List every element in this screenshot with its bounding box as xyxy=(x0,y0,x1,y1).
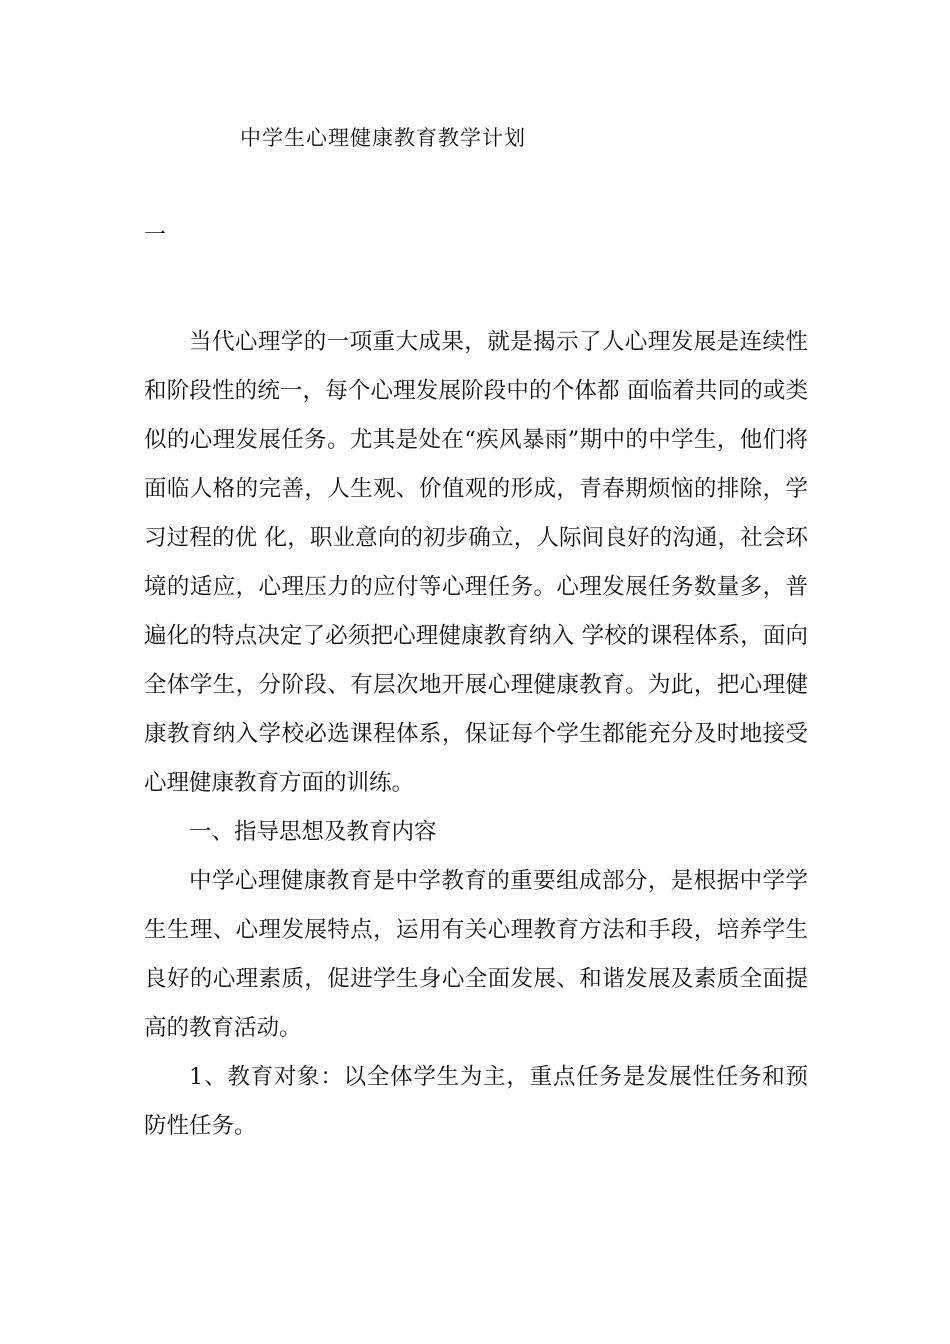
section-heading: 一、指导思想及教育内容 xyxy=(189,819,437,845)
paragraph-education-target: 1、教育对象：以全体学生为主，重点任务是发展性任务和预防性任务。 xyxy=(144,1064,808,1139)
document-title: 中学生心理健康教育教学计划 xyxy=(240,126,526,150)
document-body xyxy=(144,318,808,1151)
paragraph-intro: 当代心理学的一项重大成果，就是揭示了人心理发展是连续性和阶段性的统一，每个心理发展阶段中的个体都 面临着共同的或类似的心理发展任务。尤其是处在“疾风暴雨”期中的中学生，他们将面临人格的完善，人生观、价值观的形成，青春期烦恼的排除，学习过程的优 化，职业意向的初步确立，人际间良好的沟通，社会环境的适应，心理压力的应付等心理任务。心理发展任务数量多，普遍化的特点决定了必须把心理健康教育纳入 学校的课程体系，面向全体学生，分阶段、有层次地开展心理健康教育。为此，把心理健康教育纳入学校必选课程体系，保证每个学生都能充分及时地接受心理健康教育方面的训练。 xyxy=(144,329,808,796)
section-mark: 一 xyxy=(144,223,167,248)
paragraph-guiding-thought: 中学心理健康教育是中学教育的重要组成部分，是根据中学学生生理、心理发展特点，运用有关心理教育方法和手段，培养学生良好的心理素质，促进学生身心全面发展、和谐发展及素质全面提高的教育活动。 xyxy=(144,868,808,1041)
